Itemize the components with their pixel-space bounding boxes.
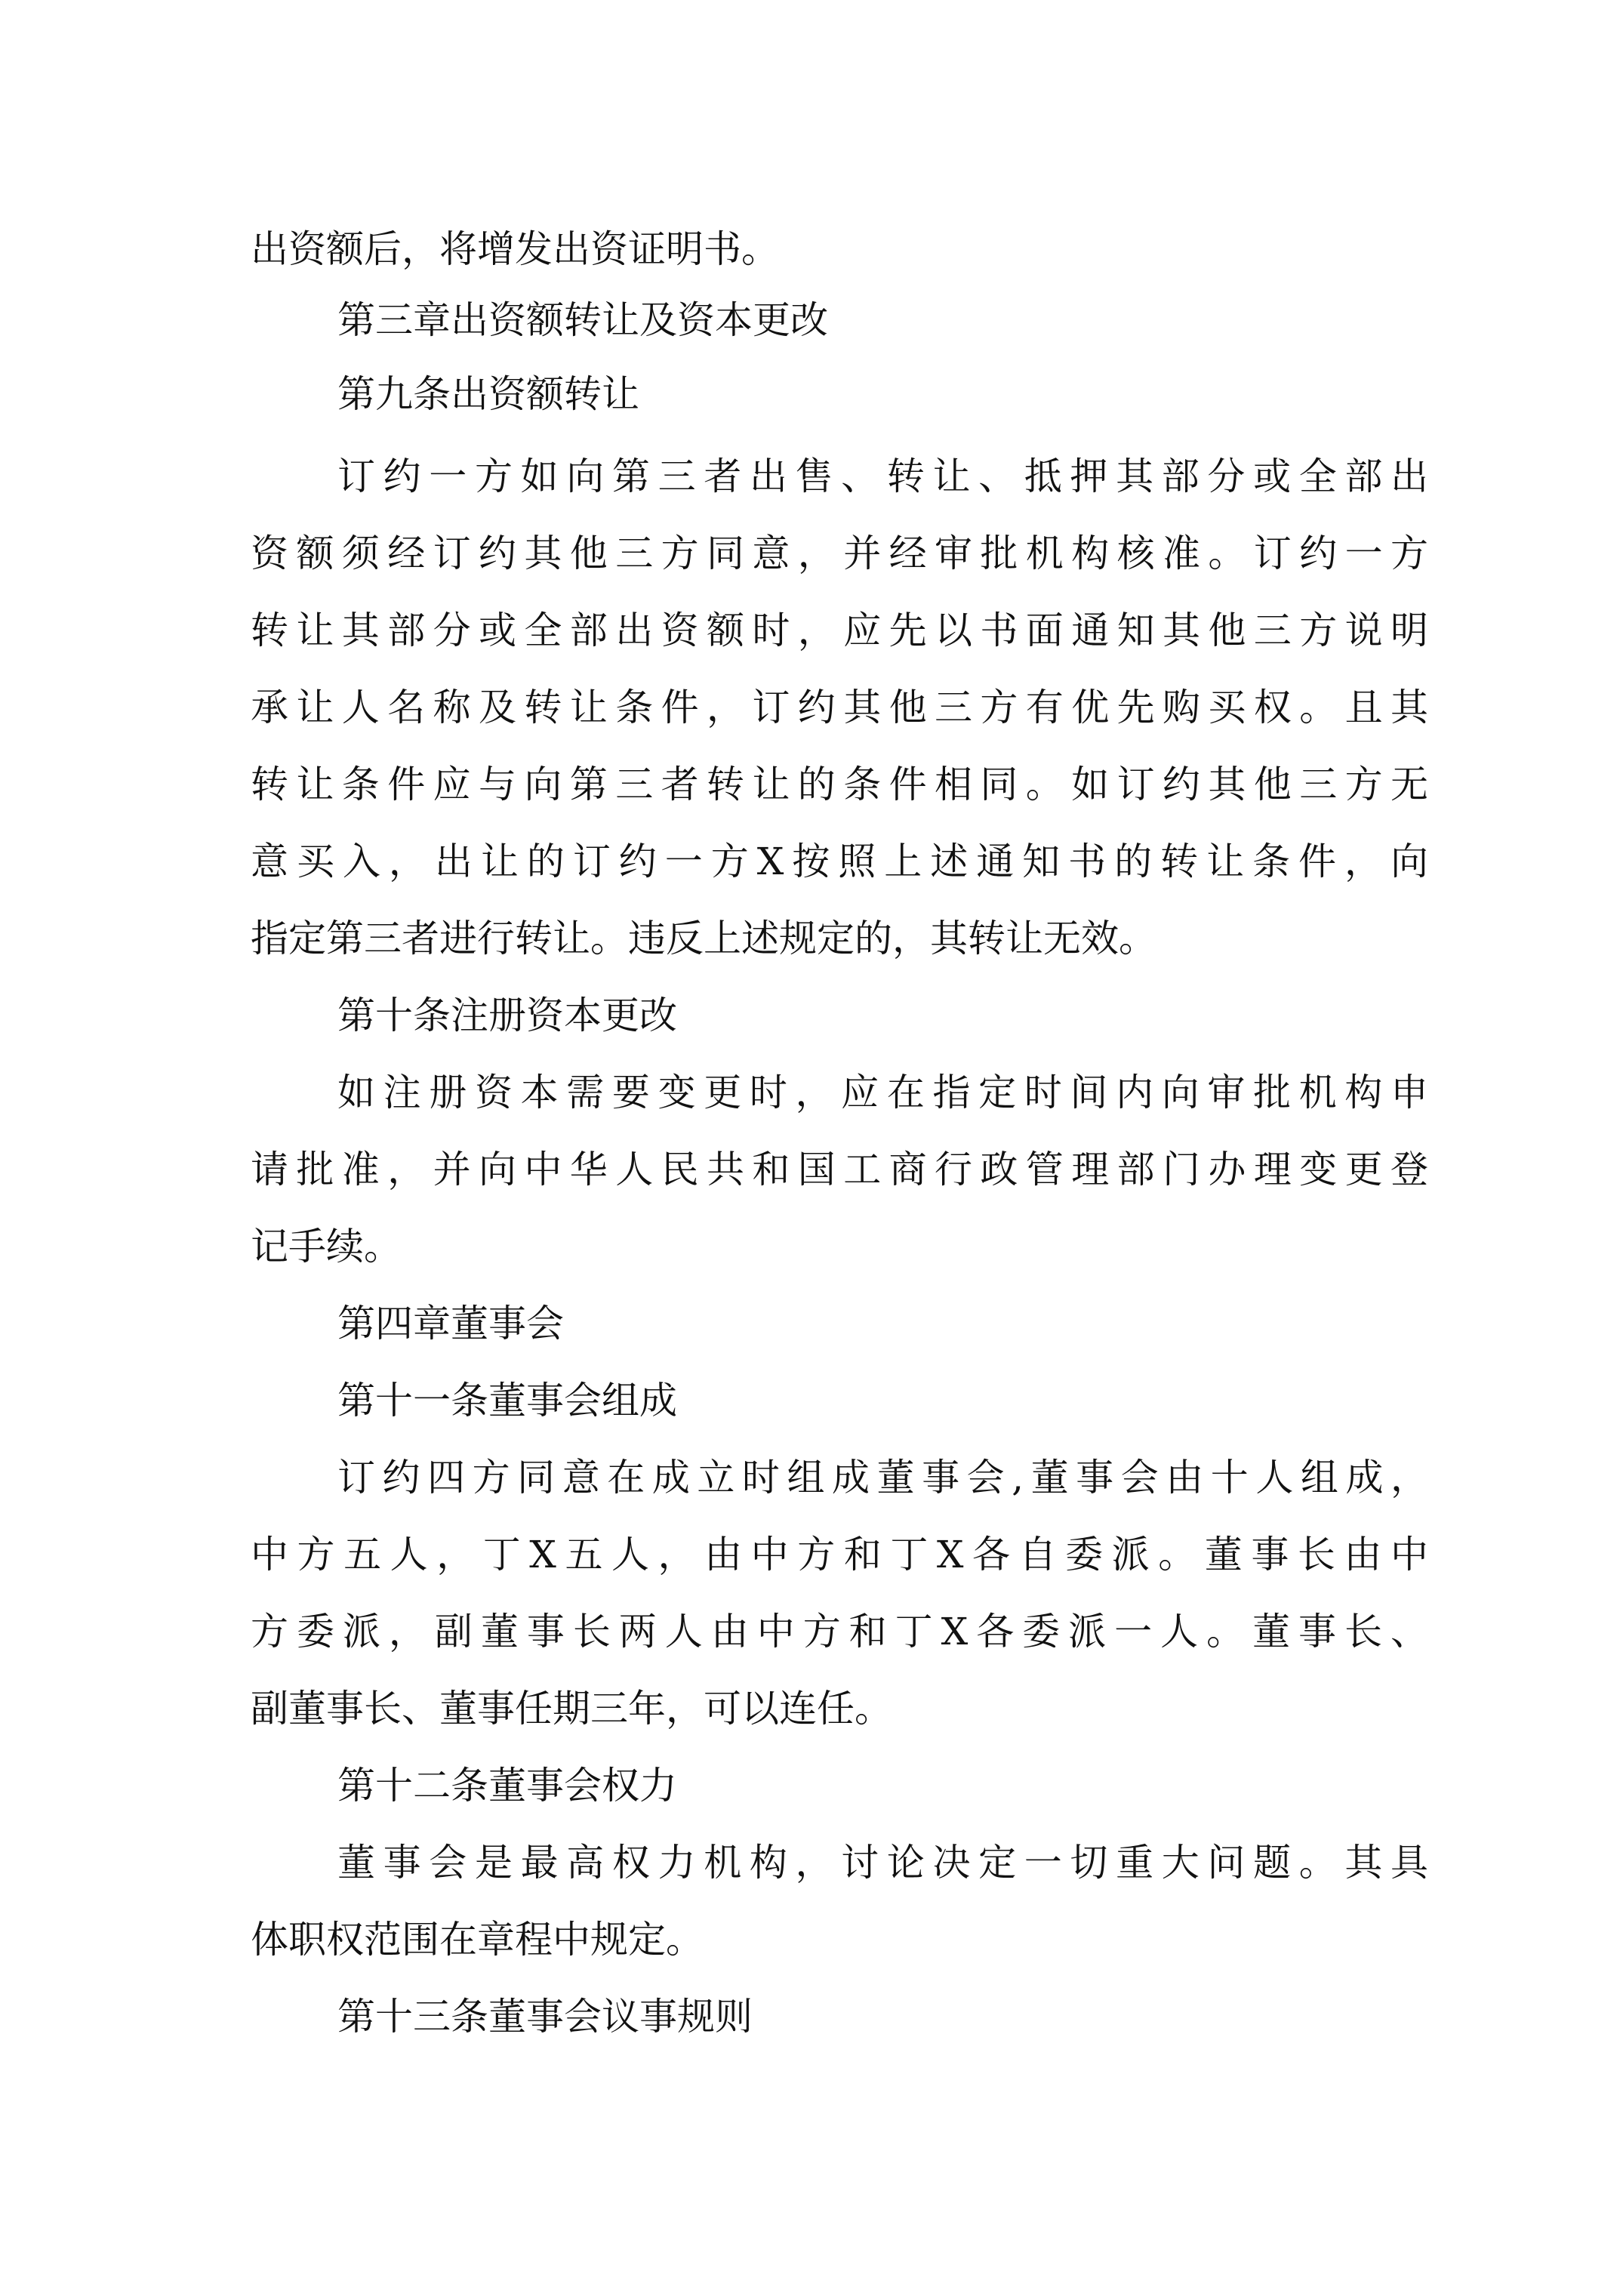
text-line: 指定第三者进行转让。违反上述规定的，其转让无效。 bbox=[251, 917, 1156, 960]
text-line: 副董事长、董事任期三年，可以连任。 bbox=[251, 1687, 892, 1730]
text-line: 记手续。 bbox=[251, 1225, 402, 1268]
article-heading: 第十二条董事会权力 bbox=[337, 1764, 677, 1808]
chapter-heading: 第四章董事会 bbox=[337, 1302, 564, 1345]
text-line: 出资额后，将增发出资证明书。 bbox=[251, 227, 779, 271]
text-line: 方委派，副董事长两人由中方和丁X各委派一人。董事长、 bbox=[251, 1610, 1428, 1653]
text-line: 体职权范围在章程中规定。 bbox=[251, 1918, 704, 1962]
text-line: 转让其部分或全部出资额时，应先以书面通知其他三方说明 bbox=[251, 609, 1428, 652]
text-line: 资额须经订约其他三方同意，并经审批机构核准。订约一方 bbox=[251, 532, 1428, 575]
article-heading: 第十一条董事会组成 bbox=[337, 1379, 677, 1422]
article-heading: 第十三条董事会议事规则 bbox=[337, 1995, 753, 2039]
text-line: 订约一方如向第三者出售、转让、抵押其部分或全部出 bbox=[337, 455, 1428, 498]
article-heading: 第九条出资额转让 bbox=[337, 372, 639, 416]
text-line: 订约四方同意在成立时组成董事会,董事会由十人组成， bbox=[337, 1456, 1428, 1499]
text-line: 承让人名称及转让条件，订约其他三方有优先购买权。且其 bbox=[251, 686, 1428, 729]
text-line: 如注册资本需要变更时，应在指定时间内向审批机构申 bbox=[337, 1071, 1428, 1114]
text-line: 转让条件应与向第三者转让的条件相同。如订约其他三方无 bbox=[251, 763, 1428, 806]
text-line: 董事会是最高权力机构，讨论决定一切重大问题。其具 bbox=[337, 1841, 1428, 1885]
text-line: 意买入，出让的订约一方X按照上述通知书的转让条件，向 bbox=[251, 840, 1428, 883]
text-line: 请批准，并向中华人民共和国工商行政管理部门办理变更登 bbox=[251, 1148, 1428, 1191]
chapter-heading: 第三章出资额转让及资本更改 bbox=[337, 298, 828, 342]
article-heading: 第十条注册资本更改 bbox=[337, 994, 677, 1037]
text-line: 中方五人，丁X五人，由中方和丁X各自委派。董事长由中 bbox=[251, 1533, 1428, 1576]
